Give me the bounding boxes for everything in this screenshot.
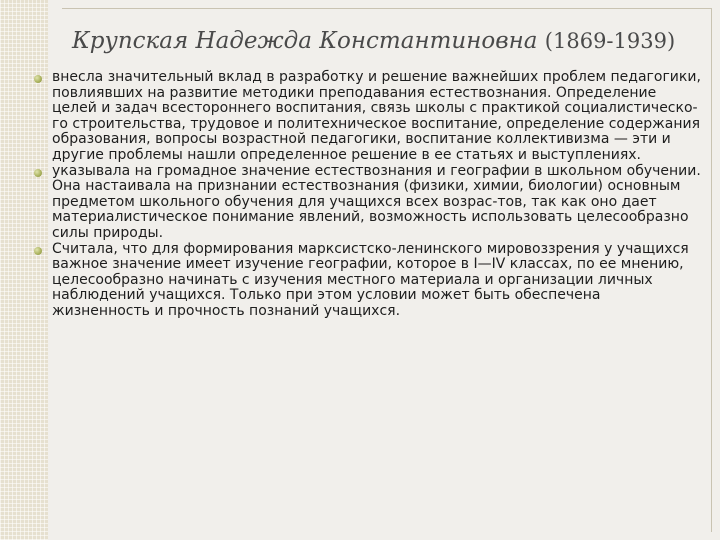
bullet-text: внесла значительный вклад в разработку и решение важнейших проблем педагогики, повлиявших на развитие методики преподавания естествознания. Определение целей и задач всестороннего воспитания, связь школы с практикой социалистическо-го строительства, трудовое и политехническое воспитание, определение содержания образования, вопросы возрастной педагогики, воспитание коллективизма — эти и другие проблемы нашли определенное решение в ее статьях и выступлениях. xyxy=(52,69,701,163)
bullet-icon xyxy=(34,247,42,255)
frame-right-line xyxy=(711,8,712,532)
bullet-icon xyxy=(34,75,42,83)
title-name: Крупская Надежда Константиновна xyxy=(72,28,538,54)
bullet-list xyxy=(34,70,702,320)
slide-title xyxy=(72,28,692,62)
bullet-item-1 xyxy=(34,70,702,164)
bullet-text: указывала на громадное значение естествознания и географии в школьном обучении. Она настаивала на признании естествознания (физики, химии, биологии) основным предметом школьного обучения для учащихся всех возрас-тов, так как оно дает материалистическое понимание явлений, возможность использовать целесообразно силы природы. xyxy=(52,162,701,241)
bullet-item-2 xyxy=(34,164,702,242)
bullet-icon xyxy=(34,169,42,177)
bullet-text: Считала, что для формирования марксистско-ленинского мировоззрения у учащихся важное значение имеет изучение географии, которое в I—IV классах, по ее мнению, целесообразно начинать с изучения местного материала и организации личных наблюдений учащихся. Только при этом условии может быть обеспечена жизненность и прочность познаний учащихся. xyxy=(52,240,689,319)
frame-top-line xyxy=(62,8,712,9)
title-years: (1869-1939) xyxy=(544,29,676,53)
bullet-item-3 xyxy=(34,242,702,320)
